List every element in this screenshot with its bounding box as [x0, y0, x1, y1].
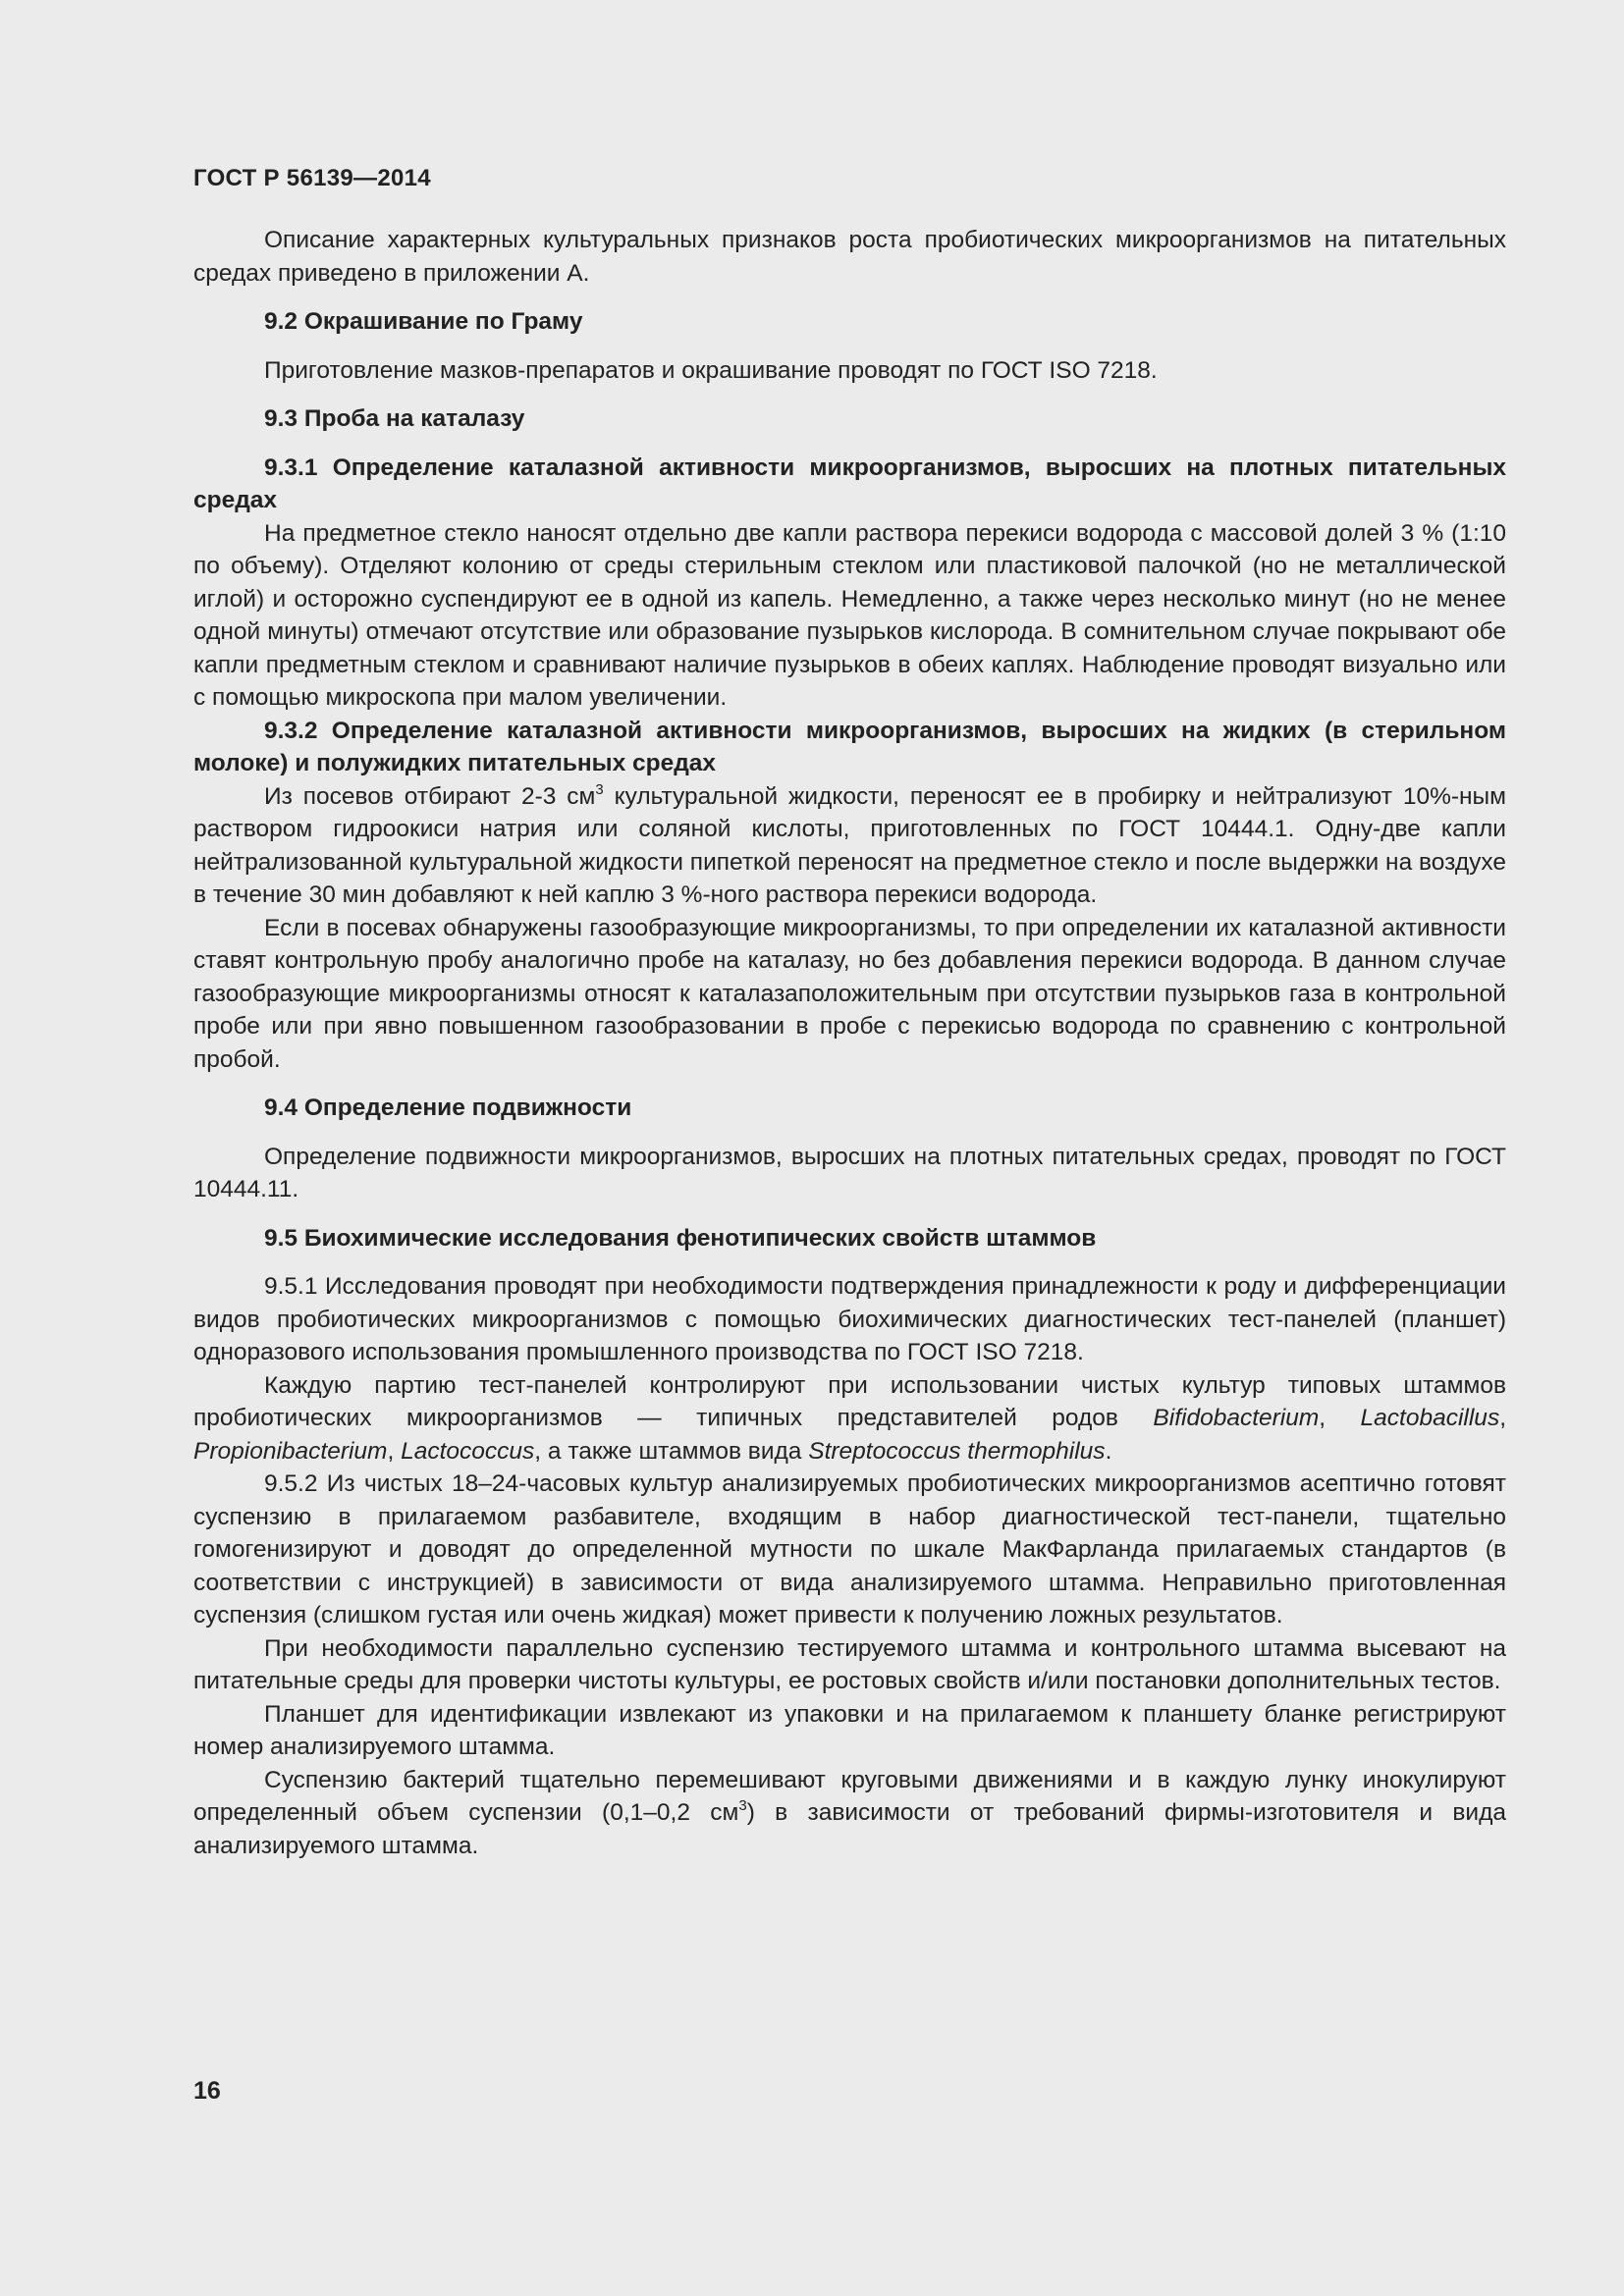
- page-number: 16: [193, 2077, 221, 2105]
- paragraph: Описание характерных культуральных признаков роста пробиотических микроорганизмов на питательных средах приведено в приложении А.: [193, 227, 1506, 287]
- section-heading-9-5: 9.5 Биохимические исследования фенотипических свойств штаммов: [264, 1224, 1097, 1252]
- paragraph: Планшет для идентификации извлекают из упаковки и на прилагаемом к планшету бланке регистрируют номер анализируемого штамма.: [193, 1700, 1506, 1760]
- subsection-heading-9-3-1: 9.3.1 Определение каталазной активности микроорганизмов, выросших на плотных питательных средах: [193, 454, 1506, 513]
- subsection-heading-9-3-2: 9.3.2 Определение каталазной активности микроорганизмов, выросших на жидких (в стерильном молоке) и полужидких питательных средах: [193, 717, 1506, 776]
- paragraph: Приготовление мазков-препаратов и окрашивание проводят по ГОСТ ISO 7218.: [264, 356, 1158, 384]
- paragraph: Из посевов отбирают 2-3 $см^3$ культуральной жидкости, переносят ее в пробирку и нейтрализуют 10%-ным раствором гидроокиси натрия или соляной кислоты, приготовленных по ГОСТ 10444.1. Одну-две капли нейтрализованной культуральной жидкости пипеткой переносят на предметное стекло и после выдержки на воздухе в течение 30 мин добавляют к ней каплю 3 %-ного раствора перекиси водорода.: [193, 780, 1506, 908]
- paragraph: Если в посевах обнаружены газообразующие микроорганизмы, то при определении их каталазной активности ставят контрольную пробу аналогично пробе на каталазу, но без добавления перекиси водорода. В данном случае газообразующие микроорганизмы относят к каталазаположительным при отсутствии пузырьков газа в контрольной пробе или при явно повышенном газообразовании в пробе с перекисью водорода по сравнению с контрольной пробой.: [193, 914, 1506, 1073]
- section-heading-9-2: 9.2 Окрашивание по Граму: [264, 308, 583, 335]
- paragraph: Определение подвижности микроорганизмов, выросших на плотных питательных средах, проводят по ГОСТ 10444.11.: [193, 1143, 1506, 1202]
- paragraph: При необходимости параллельно суспензию тестируемого штамма и контрольного штамма высевают на питательные среды для проверки чистоты культуры, ее ростовых свойств и/или постановки дополнительных тестов.: [193, 1634, 1506, 1694]
- document-header: ГОСТ Р 56139—2014: [193, 165, 431, 191]
- paragraph: Суспензию бактерий тщательно перемешивают круговыми движениями и в каждую лунку инокулируют определенный объем суспензии (0,1–0,2 $см^3$) в зависимости от требований фирмы-изготовителя и вида анализируемого штамма.: [193, 1766, 1506, 1859]
- document-body: [193, 224, 1506, 1862]
- paragraph: Каждую партию тест-панелей контролируют при использовании чистых культур типовых штаммов пробиотических микроорганизмов — типичных представителей родов Bifidobacterium, Lactobacillus, Propionibacterium, Lactococcus, а также штаммов вида Streptococcus thermophilus.: [193, 1371, 1506, 1465]
- section-heading-9-3: 9.3 Проба на каталазу: [264, 405, 525, 432]
- paragraph: 9.5.1 Исследования проводят при необходимости подтверждения принадлежности к роду и дифференциации видов пробиотических микроорганизмов с помощью биохимических диагностических тест-панелей (планшет) одноразового использования промышленного производства по ГОСТ ISO 7218.: [193, 1273, 1506, 1365]
- paragraph: На предметное стекло наносят отдельно две капли раствора перекиси водорода с массовой долей 3 % (1:10 по объему). Отделяют колонию от среды стерильным стеклом или пластиковой палочкой (но не металлической иглой) и осторожно суспендируют ее в одной из капель. Немедленно, а также через несколько минут (но не менее одной минуты) отмечают отсутствие или образование пузырьков кислорода. В сомнительном случае покрывают обе капли предметным стеклом и сравнивают наличие пузырьков в обеих каплях. Наблюдение проводят визуально или с помощью микроскопа при малом увеличении.: [193, 519, 1506, 711]
- section-heading-9-4: 9.4 Определение подвижности: [264, 1095, 632, 1121]
- paragraph: 9.5.2 Из чистых 18–24-часовых культур анализируемых пробиотических микроорганизмов асептично готовят суспензию в прилагаемом разбавителе, входящим в набор диагностической тест-панели, тщательно гомогенизируют и доводят до определенной мутности по шкале МакФарланда прилагаемых стандартов (в соответствии с инструкцией) в зависимости от вида анализируемого штамма. Неправильно приготовленная суспензия (слишком густая или очень жидкая) может привести к получению ложных результатов.: [193, 1470, 1506, 1629]
